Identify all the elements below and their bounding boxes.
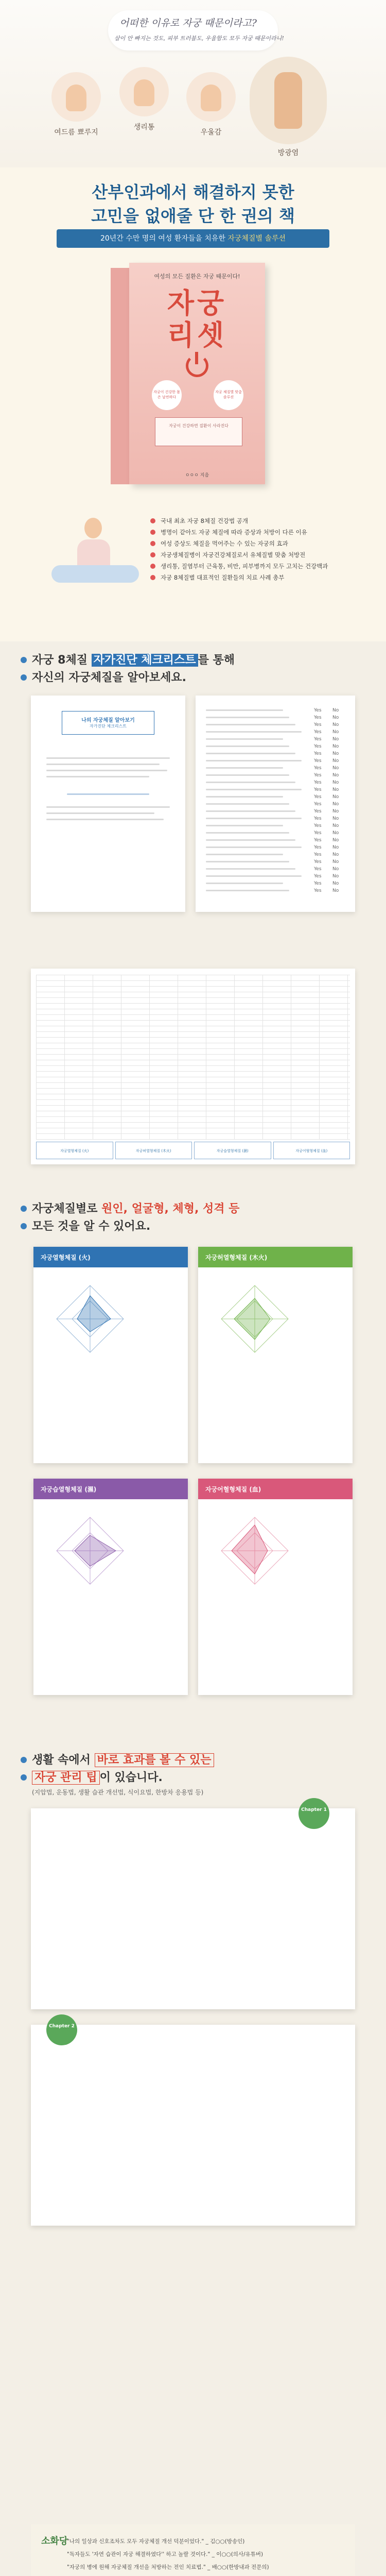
symptom-cystitis (257, 57, 319, 158)
checklist-answer-option[interactable]: No (332, 758, 339, 764)
title-post: 이 있습니다. (99, 1771, 163, 1784)
checklist-answer-option[interactable]: No (332, 845, 339, 850)
checklist-answer-option[interactable]: No (332, 773, 339, 778)
title-highlight: 바로 효과를 볼 수 있는 (95, 1753, 214, 1767)
checklist-question-line (206, 731, 302, 733)
checklist-question-line (206, 803, 289, 805)
hero-question-line1: 어떠한 이유로 자궁 때문이라고? (119, 18, 257, 29)
text-line (46, 776, 149, 777)
text-line (46, 764, 160, 765)
section-subtitle: (지압법, 운동법, 생활 습관 개선법, 식이요법, 한방차 응용법 등) (32, 1789, 204, 1796)
radar-chart-icon (54, 1515, 126, 1587)
checklist-answer-option[interactable]: No (332, 780, 339, 785)
checklist-answer-option[interactable]: No (332, 715, 339, 720)
section-checklist-header (21, 652, 365, 687)
checklist-answer-option[interactable]: No (332, 744, 339, 749)
acne-illustration (51, 72, 101, 122)
section-title-line2 (21, 1218, 365, 1235)
depression-illustration (186, 72, 236, 122)
radar-chart-icon (54, 1283, 126, 1355)
checklist-answer-option[interactable]: No (332, 874, 339, 879)
checklist-answer-option[interactable]: No (332, 888, 339, 893)
title-pre: 생활 속에서 (32, 1754, 95, 1767)
checklist-questions-page (196, 696, 355, 912)
text-line (46, 806, 170, 808)
symptom-depression (180, 72, 242, 137)
checklist-question-line (206, 854, 283, 855)
doc-header: 나의 자궁체질 알아보기 (81, 718, 135, 723)
checklist-answer-option[interactable]: Yes (314, 773, 322, 778)
checklist-question-line (206, 717, 289, 718)
power-icon (186, 354, 208, 377)
book-title-line2: 리셋 (167, 319, 227, 351)
checklist-answer-option[interactable]: No (332, 722, 339, 727)
cramps-illustration (119, 67, 169, 116)
checklist-answer-option[interactable]: Yes (314, 867, 322, 872)
symptom-label: 방광염 (277, 149, 299, 157)
checklist-question-line (206, 782, 295, 783)
title-pre: 자궁 8체질 (32, 654, 92, 667)
text-line (46, 770, 167, 771)
type-cell: 자궁어혈형체질 (血) (273, 1142, 350, 1159)
type-cell: 자궁습열형체질 (濕) (194, 1142, 271, 1159)
constitution-card-4 (198, 1479, 353, 1695)
checklist-answer-option[interactable]: Yes (314, 802, 322, 807)
constitution-card-2 (198, 1247, 353, 1463)
headline-line2: 고민을 없애줄 단 한 권의 책 (91, 206, 295, 226)
checklist-answer-option[interactable]: Yes (314, 780, 322, 785)
checklist-answer-option[interactable]: No (332, 737, 339, 742)
feature-item: 자궁 8체질별 대표적인 질환들의 치료 사례 총부 (149, 572, 355, 583)
section-title-line2 (21, 1769, 365, 1787)
checklist-question-line (206, 709, 283, 711)
checklist-answer-option[interactable]: No (332, 708, 339, 713)
doc-sub: 자가진단 체크리스트 (89, 724, 127, 728)
feature-item: 국내 최초 자궁 8체질 건강법 공개 (149, 515, 355, 527)
checklist-question-line (206, 796, 283, 798)
chapter-badge-2: Chapter 2 (46, 2014, 77, 2045)
checklist-answer-option[interactable]: No (332, 823, 339, 828)
checklist-answer-option[interactable]: Yes (314, 838, 322, 843)
checklist-answer-option[interactable]: Yes (314, 715, 322, 720)
checklist-answer-option[interactable]: Yes (314, 737, 322, 742)
table-grid (36, 975, 350, 1140)
checklist-answer-option[interactable]: Yes (314, 766, 322, 771)
section-title-line2 (21, 669, 365, 687)
title-post: 를 통해 (198, 654, 235, 667)
type-cell: 자궁허열형체질 (木火) (115, 1142, 192, 1159)
text-line (46, 819, 164, 820)
checklist-question-line (206, 745, 289, 747)
checklist-answer-option[interactable]: No (332, 794, 339, 800)
book-author: ㅇㅇㅇ 지음 (185, 473, 209, 478)
title-highlight2: 자궁 관리 팁 (32, 1771, 100, 1785)
title-line2-text: 모든 것을 알 수 있어요. (32, 1220, 151, 1233)
radar-chart-icon (219, 1515, 291, 1587)
checklist-question-line (206, 760, 302, 761)
checklist-answer-option[interactable]: Yes (314, 816, 322, 821)
lifestyle-page-2 (31, 2025, 355, 2226)
checklist-answer-option[interactable]: No (332, 766, 339, 771)
feature-item: 생리통, 질염부터 근육통, 비만, 피부병까지 모두 고치는 건강백과 (149, 561, 355, 572)
subhead-banner (57, 229, 329, 248)
section-title (21, 1752, 365, 1769)
checklist-answer-option[interactable]: Yes (314, 758, 322, 764)
book-spine (111, 268, 131, 484)
checklist-question-line (206, 883, 283, 884)
checklist-answer-option[interactable]: Yes (314, 831, 322, 836)
book-blurb-box: 자궁이 건강하면 질환이 사라진다 (155, 417, 242, 446)
card-header: 자궁습열형체질 (濕) (33, 1479, 188, 1499)
checklist-answer-option[interactable]: No (332, 859, 339, 865)
doc-header-box (62, 711, 154, 735)
constitution-card-3 (33, 1479, 188, 1695)
checklist-question-line (206, 810, 295, 812)
title-pre: 자궁체질별로 (32, 1202, 102, 1215)
checklist-score-table (31, 969, 355, 1164)
text-line (67, 793, 149, 795)
chapter-badge-1: Chapter 1 (299, 1798, 329, 1829)
checklist-question-line (206, 774, 289, 776)
testimonial-line: "나의 일상과 신호조차도 모두 자궁체질 개선 덕분이었다." _ 김○○(방송인) (67, 2538, 245, 2545)
subhead-text: 20년간 수만 명의 여성 환자들을 치유한 (100, 234, 228, 243)
section-constitution-header (21, 1200, 365, 1235)
headline-line1: 산부인과에서 해결하지 못한 (92, 182, 294, 202)
testimonial-line: "독자들도 '자연 습관이 자궁 해결하였다'' 하고 놀랄 것이다." _ 이○○(의사/유튜버) (67, 2551, 264, 2557)
publisher-logo: 소화당 (41, 2536, 68, 2547)
feature-list (149, 515, 355, 583)
book-cover-image (111, 263, 265, 484)
checklist-answer-option[interactable]: No (332, 787, 339, 792)
hero-section (0, 0, 386, 167)
illustration-legs (51, 565, 139, 583)
card-header: 자궁열형체질 (火) (33, 1247, 188, 1267)
title-line2-text: 자신의 자궁체질을 알아보세요. (32, 671, 186, 684)
checklist-question-line (206, 789, 302, 790)
section-lifestyle-header (21, 1752, 365, 1797)
type-cell: 자궁열형체질 (火) (36, 1142, 113, 1159)
book-title (129, 287, 265, 351)
checklist-answer-option[interactable]: Yes (314, 823, 322, 828)
book-title-line1: 자궁 (167, 287, 227, 319)
checklist-question-line (206, 738, 283, 740)
cystitis-illustration (250, 57, 327, 144)
title-highlight: 자가진단 체크리스트 (92, 654, 198, 667)
symptom-label: 우울감 (200, 128, 222, 137)
text-line (46, 812, 154, 814)
checklist-answer-option[interactable]: No (332, 867, 339, 872)
checklist-answer-option[interactable]: Yes (314, 852, 322, 857)
yoga-woman-illustration (51, 518, 139, 585)
subhead-highlight: 자궁체질별 솔루션 (227, 234, 286, 243)
checklist-answer-option[interactable]: Yes (314, 845, 322, 850)
checklist-question-line (206, 890, 289, 891)
checklist-question-line (206, 832, 289, 834)
checklist-answer-option[interactable]: Yes (314, 744, 322, 749)
checklist-answer-option[interactable]: No (332, 730, 339, 735)
checklist-question-line (206, 846, 302, 848)
card-header: 자궁어혈형체질 (血) (198, 1479, 353, 1499)
card-header: 자궁허열형체질 (木火) (198, 1247, 353, 1267)
checklist-answer-option[interactable]: No (332, 852, 339, 857)
checklist-intro-page (31, 696, 185, 912)
testimonial-line: "자궁의 병에 원해 자궁체질 개선을 처방하는 전인 치료법." _ 배○○(한방내과 전문의) (67, 2564, 269, 2570)
title-highlight: 원인, 얼굴형, 체형, 성격 등 (101, 1202, 240, 1215)
checklist-question-line (206, 861, 289, 862)
checklist-answer-option[interactable]: Yes (314, 874, 322, 879)
feature-item: 병명이 같아도 자궁 체질에 따라 증상과 처방이 다른 이유 (149, 527, 355, 538)
checklist-question-line (206, 753, 295, 754)
checklist-answer-option[interactable]: No (332, 831, 339, 836)
book-tagline: 여성의 모든 질환은 자궁 때문이다! (154, 273, 240, 280)
checklist-answer-option[interactable]: Yes (314, 794, 322, 800)
checklist-question-line (206, 767, 283, 769)
checklist-question-line (206, 839, 295, 841)
checklist-answer-option[interactable]: Yes (314, 888, 322, 893)
checklist-answer-option[interactable]: Yes (314, 730, 322, 735)
section-title (21, 1200, 365, 1218)
checklist-answer-option[interactable]: Yes (314, 881, 322, 886)
lifestyle-page-1 (31, 1808, 355, 2009)
checklist-question-line (206, 875, 302, 877)
checklist-answer-option[interactable]: No (332, 881, 339, 886)
checklist-question-line (206, 825, 283, 826)
radar-chart-icon (219, 1283, 291, 1355)
section-title (21, 652, 365, 669)
checklist-answer-option[interactable]: Yes (314, 722, 322, 727)
main-headline (0, 180, 386, 228)
checklist-answer-option[interactable]: Yes (314, 787, 322, 792)
checklist-answer-option[interactable]: Yes (314, 708, 322, 713)
checklist-answer-option[interactable]: No (332, 816, 339, 821)
checklist-answer-option[interactable]: No (332, 802, 339, 807)
checklist-answer-option[interactable]: No (332, 751, 339, 756)
checklist-answer-option[interactable]: No (332, 809, 339, 814)
checklist-answer-option[interactable]: Yes (314, 809, 322, 814)
symptom-cramps (113, 67, 175, 132)
checklist-answer-option[interactable]: Yes (314, 859, 322, 865)
table-footer-types (36, 1142, 350, 1159)
checklist-question-line (206, 818, 302, 819)
checklist-answer-option[interactable]: No (332, 838, 339, 843)
hero-question-line2: 살이 안 빠지는 것도, 피부 트러블도, 우울함도 모두 자궁 때문이라니! (114, 35, 284, 42)
feature-item: 자궁생체질병이 자궁건강체질로서 유체질별 맞춤 처방전 (149, 549, 355, 561)
symptom-label: 생리통 (133, 123, 155, 131)
checklist-question-line (206, 724, 295, 725)
book-badge-left: 자궁이 건강한 몸은 날씬하다 (152, 380, 182, 410)
checklist-answer-option[interactable]: Yes (314, 751, 322, 756)
symptom-acne (45, 72, 107, 137)
feature-item: 여성 증상도 체질을 먹어주는 수 있는 자궁의 효과 (149, 538, 355, 549)
checklist-question-line (206, 868, 295, 870)
constitution-card-1 (33, 1247, 188, 1463)
text-line (46, 757, 170, 759)
book-badge-right: 자궁 체질별 맞춤 솔루션 (214, 380, 243, 410)
symptom-label: 여드름 뾰루지 (54, 128, 98, 137)
illustration-head (84, 518, 102, 538)
